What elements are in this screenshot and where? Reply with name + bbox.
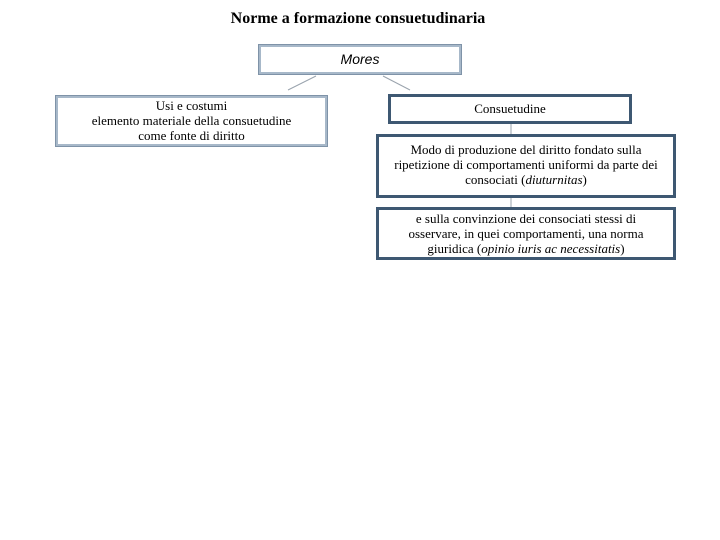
node-consuetudine (388, 94, 632, 124)
diagram-title: Norme a formazione consuetudinaria (230, 10, 486, 27)
modo-line-1: Modo di produzione del diritto fondato sulla (410, 142, 642, 157)
convinz-line-1: e sulla convinzione dei consociati stessi di (415, 211, 637, 226)
node-consuetudine-label: Consuetudine (474, 101, 546, 116)
convinz-line-3-pre: giuridica ( (427, 241, 482, 256)
usi-line-2: elemento materiale della consuetudine (91, 113, 292, 128)
modo-line-3-pre: consociati ( (465, 172, 526, 187)
convinz-line-3 (379, 241, 673, 256)
modo-line-2: ripetizione di comportamenti uniformi da parte dei (394, 157, 658, 172)
term-opinio-iuris: opinio iuris ac necessitatis (481, 241, 621, 256)
node-mores-label: Mores (340, 51, 380, 67)
node-diuturnitas (376, 134, 676, 198)
connector-root-left (288, 76, 316, 90)
usi-line-1: Usi e costumi (155, 98, 228, 113)
modo-line-3-post: ) (582, 172, 587, 187)
node-usi-e-costumi (55, 95, 328, 147)
usi-line-3: come fonte di diritto (138, 128, 245, 143)
node-opinio-iuris (376, 207, 676, 260)
term-diuturnitas: diuturnitas (525, 172, 583, 187)
node-mores (258, 44, 462, 75)
convinz-line-2: osservare, in quei comportamenti, una norma (408, 226, 644, 241)
connector-root-right (383, 76, 410, 90)
modo-line-3 (379, 172, 673, 187)
convinz-line-3-post: ) (620, 241, 625, 256)
